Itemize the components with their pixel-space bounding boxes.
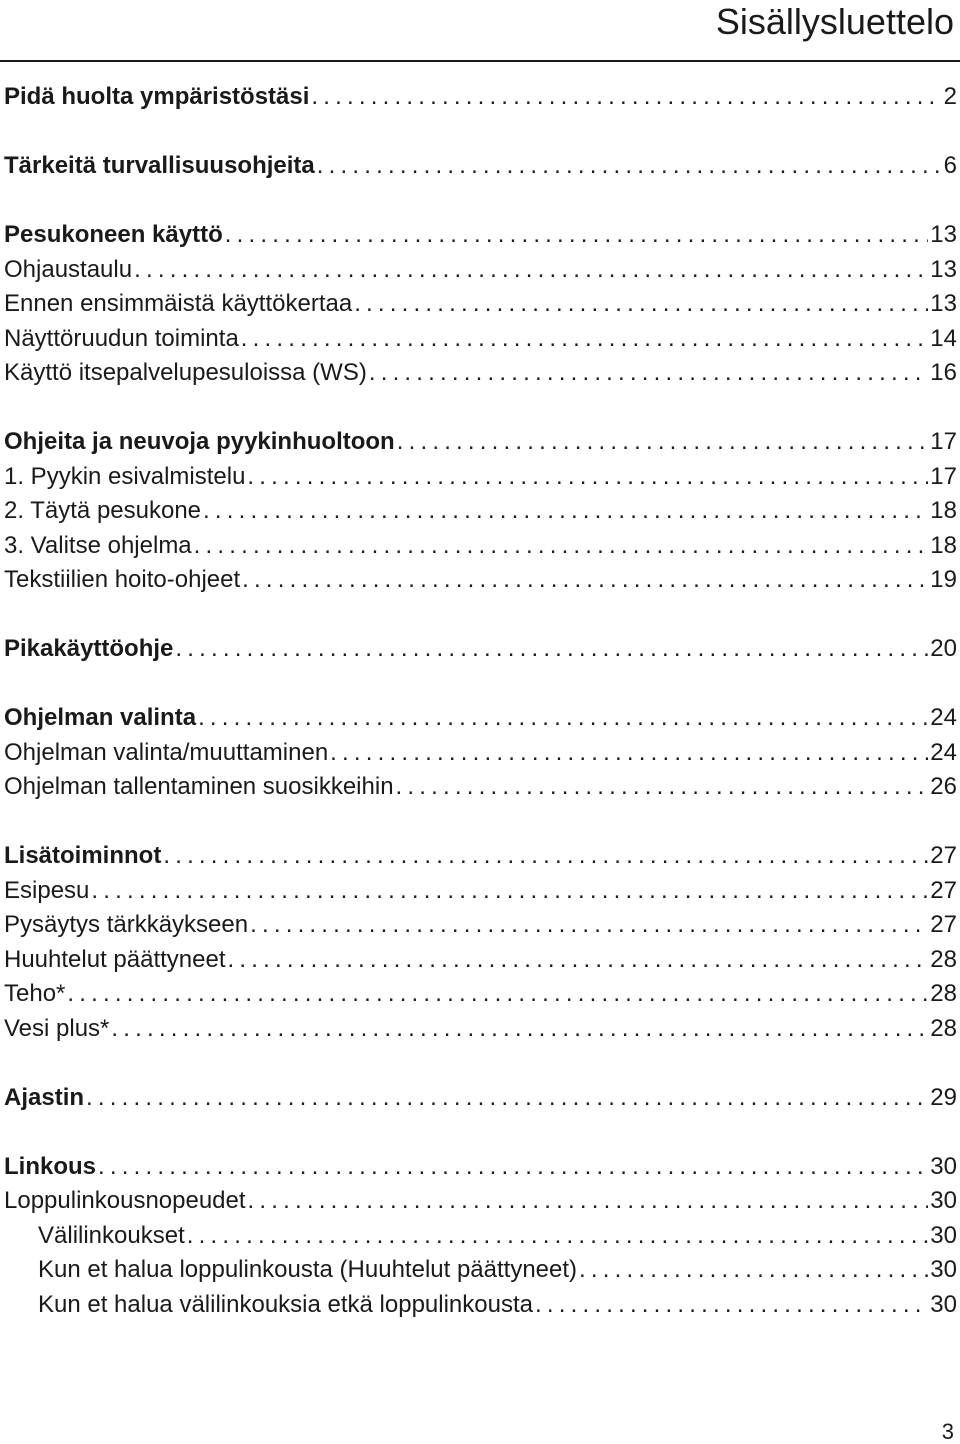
toc-entry-page: 19 <box>930 566 957 593</box>
toc-entry[interactable] <box>4 908 957 943</box>
toc-entry-page: 18 <box>930 497 957 524</box>
dot-leader <box>535 1288 928 1323</box>
toc-entry-page: 27 <box>930 842 957 869</box>
dot-leader <box>98 1150 928 1185</box>
dot-leader <box>579 1253 928 1288</box>
toc-entry[interactable] <box>4 529 957 564</box>
toc-entry-label: Välilinkoukset <box>38 1221 185 1249</box>
dot-leader <box>91 874 928 909</box>
toc-heading[interactable] <box>4 425 957 460</box>
toc-heading[interactable] <box>4 218 957 253</box>
dot-leader <box>175 632 928 667</box>
toc-section <box>4 80 957 115</box>
toc-entry[interactable] <box>4 770 957 805</box>
toc-entry[interactable] <box>4 1184 957 1219</box>
toc-entry-label: Käyttö itsepalvelupesuloissa (WS) <box>4 359 367 386</box>
dot-leader <box>134 253 928 288</box>
toc-entry[interactable] <box>4 253 957 288</box>
dot-leader <box>203 494 928 529</box>
toc-section <box>4 701 957 805</box>
toc-section <box>4 149 957 184</box>
toc-entry-page: 2 <box>943 83 957 110</box>
toc-entry-label: Loppulinkousnopeudet <box>4 1187 246 1214</box>
dot-leader <box>369 356 928 391</box>
toc-section <box>4 839 957 1046</box>
toc-entry-page: 29 <box>930 1083 957 1111</box>
toc-entry-page: 28 <box>930 945 957 973</box>
toc-entry-page: 17 <box>930 462 957 490</box>
toc-entry-page: 13 <box>930 290 957 317</box>
dot-leader <box>250 908 928 943</box>
toc-entry-label: Vesi plus* <box>4 1014 110 1042</box>
toc-entry[interactable] <box>4 460 957 495</box>
toc-entry[interactable] <box>4 356 957 391</box>
toc-heading[interactable] <box>4 149 957 184</box>
toc-entry-page: 24 <box>930 738 957 766</box>
toc-entry[interactable] <box>4 874 957 909</box>
toc-entry-label: Ohjelman valinta <box>4 704 197 731</box>
toc-entry[interactable] <box>4 1012 957 1047</box>
toc-entry[interactable] <box>4 736 957 771</box>
toc-entry-page: 13 <box>930 255 957 283</box>
dot-leader <box>194 529 929 564</box>
toc-entry-label: Ohjelman tallentaminen suosikkeihin <box>4 773 394 800</box>
toc-section <box>4 632 957 667</box>
toc-entry-page: 20 <box>930 635 957 662</box>
toc-entry-page: 30 <box>930 1221 957 1249</box>
toc-entry-label: Teho* <box>4 980 66 1007</box>
page-title: Sisällysluettelo <box>715 1 954 42</box>
toc-entry-page: 27 <box>930 911 957 938</box>
toc-entry[interactable] <box>4 943 957 978</box>
toc-entry[interactable] <box>4 563 957 598</box>
toc-entry-label: Ennen ensimmäistä käyttökertaa <box>4 290 353 317</box>
toc-entry-label: Esipesu <box>4 876 90 904</box>
dot-leader <box>198 701 928 736</box>
dot-leader <box>111 1012 928 1047</box>
toc-entry[interactable] <box>4 1253 957 1288</box>
toc-heading[interactable] <box>4 701 957 736</box>
toc-entry-label: 2. Täytä pesukone <box>4 497 202 524</box>
toc-entry-page: 28 <box>930 980 957 1007</box>
dot-leader <box>247 460 928 495</box>
dot-leader <box>163 839 928 874</box>
toc-section <box>4 425 957 598</box>
toc-heading[interactable] <box>4 839 957 874</box>
toc-entry-label: Pikakäyttöohje <box>4 635 174 662</box>
toc-entry-label: Tärkeitä turvallisuusohjeita <box>4 152 315 179</box>
toc-entry[interactable] <box>4 977 957 1012</box>
toc-entry-page: 16 <box>930 359 957 386</box>
dot-leader <box>242 563 928 598</box>
toc-entry[interactable] <box>4 1219 957 1254</box>
header-divider <box>0 60 960 62</box>
toc-entry-label: Huuhtelut päättyneet <box>4 945 226 973</box>
dot-leader <box>396 770 929 805</box>
toc-section <box>4 1150 957 1323</box>
dot-leader <box>187 1219 929 1254</box>
toc-entry-page: 27 <box>930 876 957 904</box>
dot-leader <box>86 1081 928 1116</box>
toc-entry-page: 30 <box>930 1187 957 1214</box>
toc-entry-page: 30 <box>930 1256 957 1283</box>
dot-leader <box>354 287 928 322</box>
toc-entry-label: Ohjeita ja neuvoja pyykinhuoltoon <box>4 428 395 455</box>
toc-entry[interactable] <box>4 322 957 357</box>
toc-entry-label: Näyttöruudun toiminta <box>4 324 239 352</box>
dot-leader <box>311 80 941 115</box>
toc-entry-label: Kun et halua loppulinkousta (Huuhtelut päättyneet) <box>38 1256 578 1283</box>
toc-entry-label: Tekstiilien hoito-ohjeet <box>4 566 241 593</box>
dot-leader <box>225 218 929 253</box>
dot-leader <box>67 977 928 1012</box>
dot-leader <box>248 1184 929 1219</box>
toc-entry-page: 14 <box>930 324 957 352</box>
toc-entry-label: 3. Valitse ohjelma <box>4 531 192 559</box>
dot-leader <box>228 943 929 978</box>
toc-heading[interactable] <box>4 632 957 667</box>
toc-entry[interactable] <box>4 287 957 322</box>
dot-leader <box>397 425 929 460</box>
dot-leader <box>241 322 929 357</box>
toc-entry-label: Pysäytys tärkkäykseen <box>4 911 249 938</box>
table-of-contents <box>4 80 957 1357</box>
toc-entry-page: 13 <box>930 221 957 248</box>
toc-entry-label: Linkous <box>4 1152 97 1180</box>
toc-entry-page: 17 <box>930 428 957 455</box>
toc-entry-label: Pidä huolta ympäristöstäsi <box>4 83 310 110</box>
toc-entry-page: 24 <box>930 704 957 731</box>
toc-entry-label: Lisätoiminnot <box>4 842 162 869</box>
toc-entry-page: 30 <box>930 1152 957 1180</box>
toc-heading[interactable] <box>4 1150 957 1185</box>
toc-entry[interactable] <box>4 494 957 529</box>
toc-entry-label: Kun et halua välilinkouksia etkä loppulinkousta <box>38 1290 533 1318</box>
toc-entry-label: 1. Pyykin esivalmistelu <box>4 462 246 490</box>
toc-entry[interactable] <box>4 1288 957 1323</box>
toc-section <box>4 1081 957 1116</box>
toc-entry-label: Ajastin <box>4 1083 85 1111</box>
toc-entry-page: 28 <box>930 1014 957 1042</box>
toc-entry-label: Ohjelman valinta/muuttaminen <box>4 738 329 766</box>
toc-entry-label: Pesukoneen käyttö <box>4 221 223 248</box>
dot-leader <box>330 736 928 771</box>
dot-leader <box>317 149 942 184</box>
page-number: 3 <box>941 1419 954 1444</box>
toc-entry-label: Ohjaustaulu <box>4 255 133 283</box>
toc-entry-page: 18 <box>930 531 957 559</box>
toc-section <box>4 218 957 391</box>
toc-entry-page: 26 <box>930 773 957 800</box>
toc-entry-page: 6 <box>943 152 957 179</box>
toc-entry-page: 30 <box>930 1290 957 1318</box>
toc-heading[interactable] <box>4 80 957 115</box>
toc-heading[interactable] <box>4 1081 957 1116</box>
